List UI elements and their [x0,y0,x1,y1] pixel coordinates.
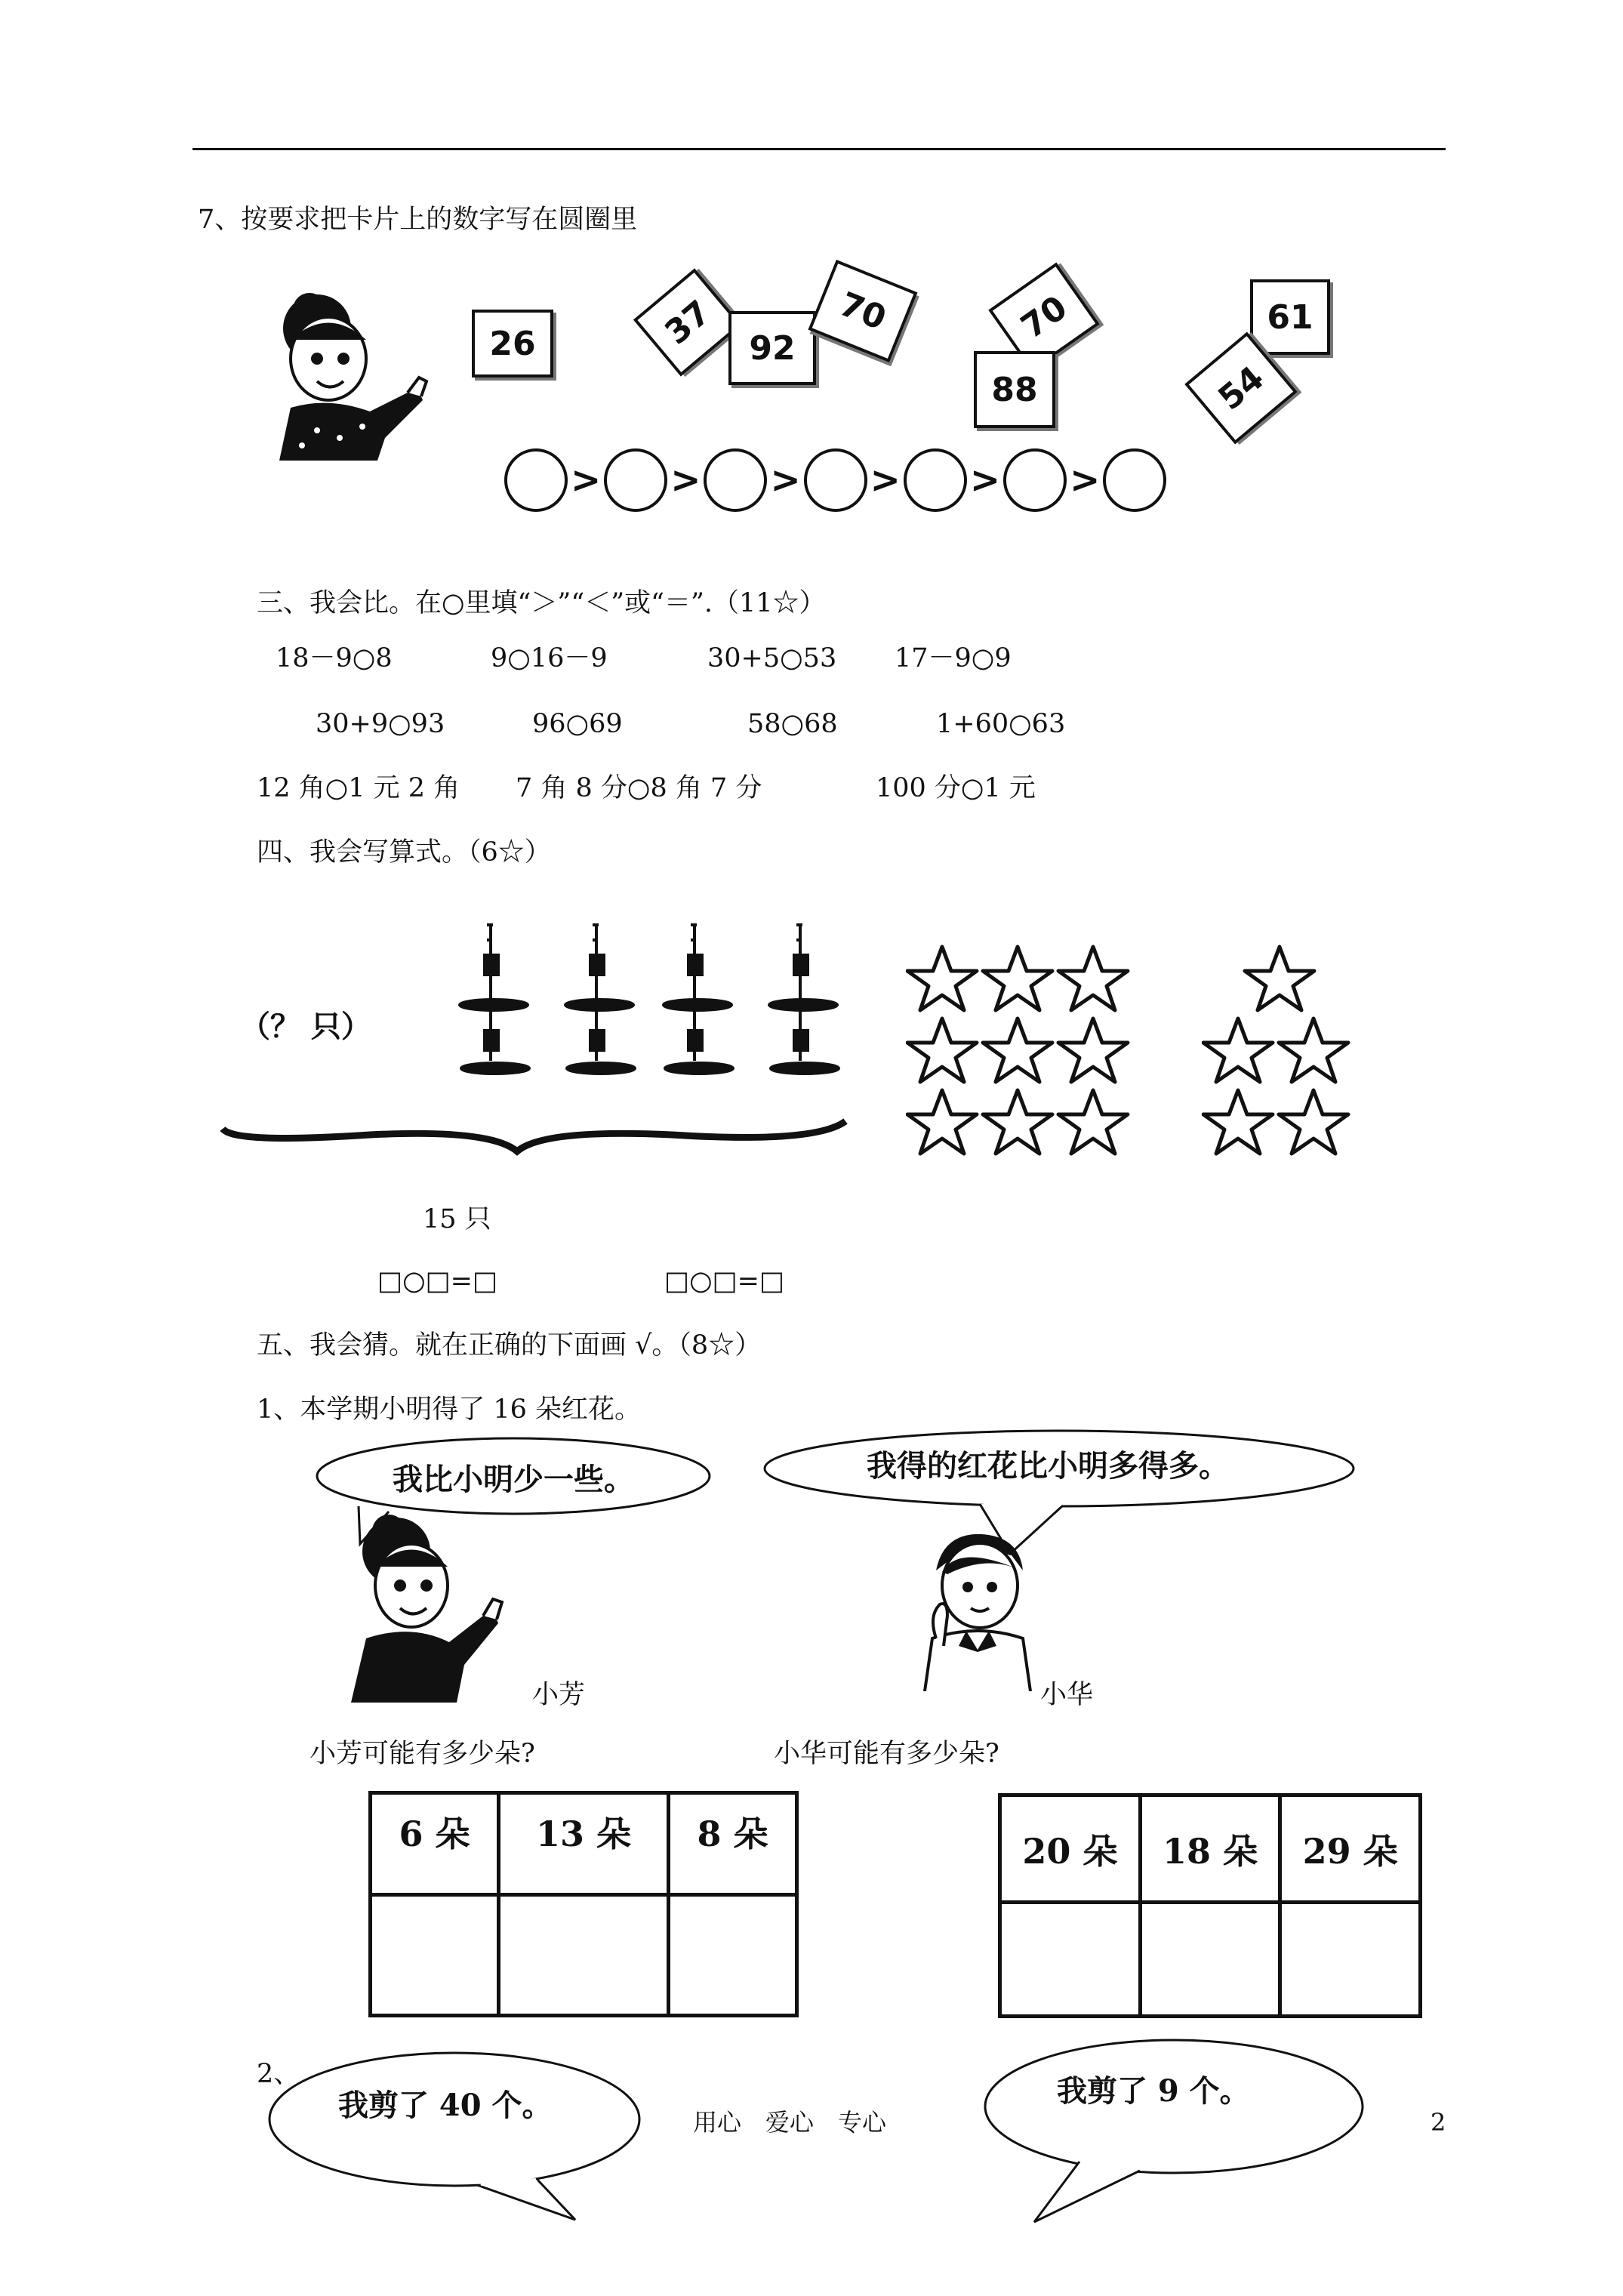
answer-circle[interactable] [504,448,568,512]
greater-than: > [870,459,901,501]
bubble-q2-right-text: 我剪了 9 个。 [1057,2073,1250,2109]
number-card: 54 [1184,331,1298,444]
compare-item[interactable]: 1+60○63 [936,709,1066,739]
check-cell[interactable] [499,1895,669,2016]
ask-xiaofang: 小芳可能有多少朵? [310,1739,535,1769]
compare-item[interactable]: 96○69 [532,709,623,739]
answer-circle[interactable] [1103,448,1166,512]
total-label: 15 只 [423,1204,491,1234]
q1-text: 1、本学期小明得了 16 朵红花。 [257,1395,642,1425]
speech-bubble-q2-left [266,2048,643,2221]
check-cell[interactable] [1280,1903,1421,2017]
greater-than: > [770,459,801,501]
answer-circle[interactable] [604,448,667,512]
compare-item[interactable]: 58○68 [747,709,838,739]
greater-than: > [969,459,1001,501]
compare-item[interactable]: 12 角○1 元 2 角 [257,773,460,803]
compare-item[interactable]: 17－9○9 [895,643,1012,673]
speech-bubble-q2-right [981,2035,1366,2224]
formula-blank[interactable]: □○□=□ [664,1266,785,1296]
bubble-q2-left-text: 我剪了 40 个。 [338,2088,553,2123]
compare-item[interactable]: 7 角 8 分○8 角 7 分 [516,773,762,803]
number-card: 88 [974,351,1055,428]
check-cell[interactable] [668,1895,796,2016]
check-cell[interactable] [1000,1903,1141,2017]
compare-item[interactable]: 100 分○1 元 [876,773,1036,803]
answer-table-xiaofang [368,1791,799,2017]
answer-circle[interactable] [1003,448,1067,512]
bubble-right-text: 我得的红花比小明多得多。 [867,1448,1229,1484]
name-xiaofang: 小芳 [532,1680,586,1710]
check-cell[interactable] [1140,1903,1280,2017]
name-xiaohua: 小华 [1040,1680,1094,1710]
ask-xiaohua: 小华可能有多少朵? [774,1739,999,1769]
greater-than: > [670,459,701,501]
option-cell: 6 朵 [371,1793,499,1895]
option-cell: 13 朵 [499,1793,669,1895]
check-cell[interactable] [371,1895,499,2016]
option-cell: 29 朵 [1280,1795,1421,1903]
section5-title: 五、我会猜。就在正确的下面画 √。（8☆） [257,1330,762,1361]
number-card: 61 [1250,279,1330,355]
option-cell: 8 朵 [668,1793,796,1895]
answer-circle[interactable] [904,448,967,512]
stars-group-left [906,944,1147,1163]
bubble-left-text: 我比小明少一些。 [393,1462,634,1497]
girl-illustration [257,287,453,461]
number-card: 70 [808,260,917,362]
page-number: 2 [1431,2108,1446,2137]
girl-xiaofang-illustration [343,1510,517,1706]
compare-item[interactable]: 9○16－9 [491,643,608,673]
answer-table-xiaohua [998,1793,1422,2018]
formula-blank[interactable]: □○□=□ [377,1266,498,1296]
answer-circle[interactable] [804,448,867,512]
answer-circles [504,448,1166,512]
footer-motto: 用心 爱心 专心 [693,2108,887,2137]
answer-circle[interactable] [704,448,767,512]
number-card: 70 [988,262,1099,371]
greater-than: > [1070,459,1101,501]
number-card: 92 [728,311,816,385]
q7-title: 7、按要求把卡片上的数字写在圆圈里 [198,205,638,235]
question-label: （？ 只） [240,1009,371,1044]
compare-item[interactable]: 30+9○93 [316,709,445,739]
boy-xiaohua-illustration [913,1525,1042,1691]
greater-than: > [571,459,602,501]
q2-label: 2、 [257,2059,300,2089]
option-cell: 20 朵 [1000,1795,1141,1903]
birds-illustration [219,910,876,1159]
stars-group-right [1202,944,1368,1163]
option-cell: 18 朵 [1140,1795,1280,1903]
section3-title: 三、我会比。在○里填“＞”“＜”或“＝”.（11☆） [257,588,826,618]
section4-title: 四、我会写算式。（6☆） [257,837,551,868]
header-rule [192,148,1446,150]
number-card: 37 [633,268,742,376]
number-card: 26 [472,310,553,378]
compare-item[interactable]: 30+5○53 [707,643,837,673]
compare-item[interactable]: 18－9○8 [276,643,393,673]
